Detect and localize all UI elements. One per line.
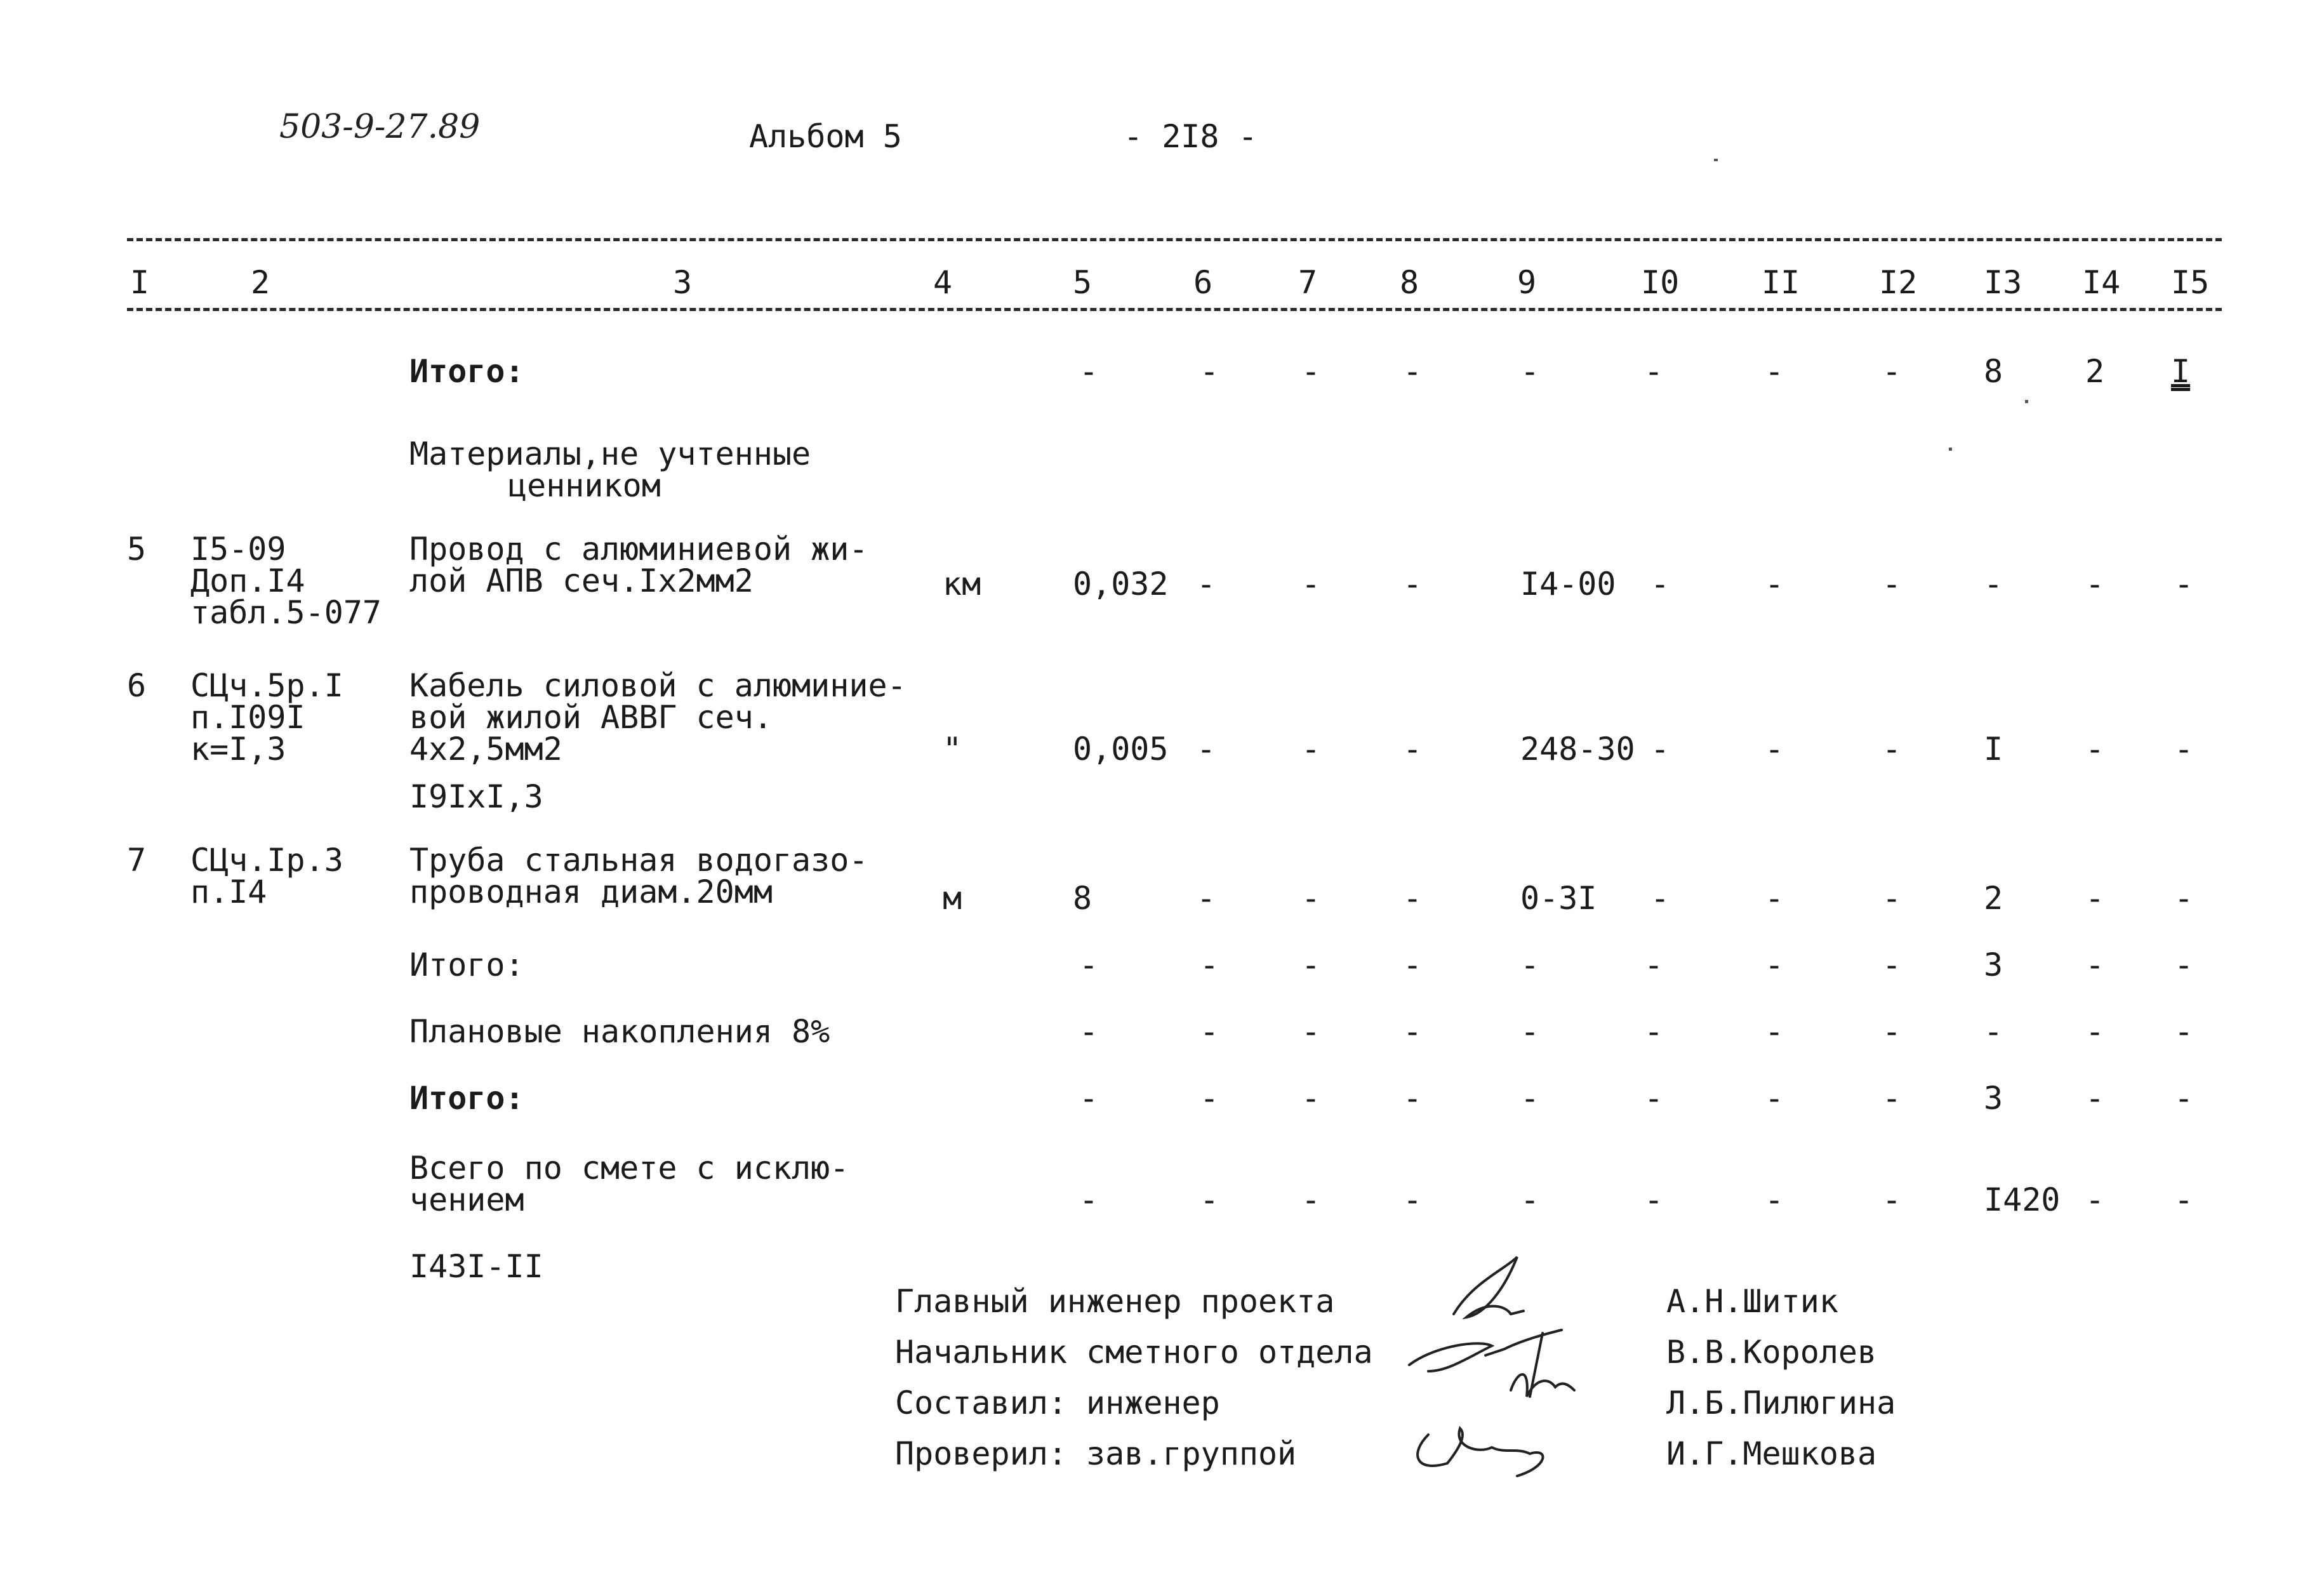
exclusion-value: I43I-II: [409, 1248, 543, 1285]
cell-c12: -: [1882, 1181, 1902, 1218]
cell-c9: -: [1520, 1080, 1540, 1117]
cell-c15: I: [2171, 353, 2191, 390]
row-label: Итого:: [409, 353, 524, 390]
signature-role: Проверил: зав.группой: [895, 1435, 1297, 1472]
row-number: 5: [127, 531, 147, 568]
row-label: Всего по смете с исклю-: [409, 1150, 849, 1186]
cell-c7: -: [1301, 880, 1321, 917]
col-header-13: I3: [1984, 264, 2022, 301]
signature-3: [1511, 1374, 1574, 1397]
cell-c6: -: [1200, 947, 1219, 983]
cell-c9: -: [1520, 947, 1540, 983]
row-label: Плановые накопления 8%: [409, 1013, 830, 1050]
cell-c11: -: [1765, 947, 1784, 983]
cell-c7: -: [1301, 1013, 1321, 1050]
cell-c6: -: [1200, 1181, 1219, 1218]
cell-c15: -: [2174, 947, 2194, 983]
ref-line-1: СЦч.Iр.3: [190, 842, 343, 879]
row-label-cont: ценником: [508, 467, 661, 504]
cell-c8: -: [1403, 566, 1423, 602]
cell-c8: -: [1403, 353, 1423, 390]
col-header-3: 3: [673, 264, 693, 301]
cell-c10: -: [1644, 1013, 1664, 1050]
signature-name: В.В.Королев: [1666, 1334, 1877, 1371]
cell-c12: -: [1882, 566, 1902, 602]
cell-c13: -: [1984, 1013, 2003, 1050]
row-label: Материалы,не учтенные: [409, 435, 811, 472]
cell-c11: -: [1765, 880, 1784, 917]
cell-c13: I420: [1984, 1181, 2061, 1218]
row-number: 6: [127, 667, 147, 704]
signature-name: И.Г.Мешкова: [1666, 1435, 1877, 1472]
cell-c5: 0,005: [1073, 731, 1169, 768]
cell-c7: -: [1301, 731, 1321, 768]
cell-c9: -: [1520, 1013, 1540, 1050]
cell-c15: -: [2174, 880, 2194, 917]
signature-role: Составил: инженер: [895, 1385, 1220, 1421]
cell-c6: -: [1197, 566, 1216, 602]
ref-line-2: Доп.I4: [190, 562, 305, 599]
desc-line-2: вой жилой АВВГ сеч.: [409, 699, 773, 736]
scan-speck: [2025, 400, 2028, 403]
cell-c15: -: [2174, 566, 2194, 602]
handwritten-signatures: [1358, 1244, 1689, 1511]
cell-c7: -: [1301, 1080, 1321, 1117]
cell-c13: I: [1984, 731, 2003, 768]
col-header-15: I5: [2171, 264, 2210, 301]
signature-4: [1418, 1428, 1543, 1476]
cell-c10: -: [1644, 353, 1664, 390]
cell-c15: -: [2174, 1080, 2194, 1117]
cell-c7: -: [1301, 353, 1321, 390]
table-header-rule: [127, 308, 2222, 311]
scan-speck: [1714, 159, 1718, 161]
cell-c9: 248-30: [1520, 731, 1635, 768]
cell-c13: -: [1984, 566, 2003, 602]
cell-c6: -: [1197, 731, 1216, 768]
col-header-2: 2: [251, 264, 270, 301]
cell-c14: -: [2085, 566, 2105, 602]
cell-c9: -: [1520, 353, 1540, 390]
desc-line-4: I9IхI,3: [409, 778, 543, 815]
cell-c13: 8: [1984, 353, 2003, 390]
cell-c10: -: [1650, 566, 1670, 602]
cell-c5: 8: [1073, 880, 1092, 917]
ref-line-2: п.I09I: [190, 699, 305, 736]
cell-c13: 3: [1984, 947, 2003, 983]
cell-c6: -: [1200, 1080, 1219, 1117]
col-header-14: I4: [2082, 264, 2121, 301]
cell-c5: -: [1079, 947, 1099, 983]
cell-c12: -: [1882, 880, 1902, 917]
cell-c10: -: [1644, 1181, 1664, 1218]
col-header-8: 8: [1400, 264, 1419, 301]
cell-c7: -: [1301, 1181, 1321, 1218]
cell-c6: -: [1197, 880, 1216, 917]
cell-c11: -: [1765, 1013, 1784, 1050]
cell-c5: -: [1079, 1181, 1099, 1218]
cell-c6: -: [1200, 353, 1219, 390]
cell-c11: -: [1765, 566, 1784, 602]
cell-c14: -: [2085, 1181, 2105, 1218]
cell-c15: -: [2174, 731, 2194, 768]
cell-c13: 3: [1984, 1080, 2003, 1117]
cell-c9: -: [1520, 1181, 1540, 1218]
cell-c14: -: [2085, 947, 2105, 983]
cell-c9: I4-00: [1520, 566, 1616, 602]
signature-2: [1409, 1330, 1562, 1397]
cell-c9: 0-3I: [1520, 880, 1597, 917]
cell-c10: -: [1650, 880, 1670, 917]
cell-c14: -: [2085, 731, 2105, 768]
cell-c12: -: [1882, 731, 1902, 768]
table-top-rule: [127, 238, 2222, 241]
document-code: 503-9-27.89: [279, 108, 481, 146]
cell-c10: -: [1644, 1080, 1664, 1117]
cell-c12: -: [1882, 947, 1902, 983]
cell-c4: ": [943, 731, 962, 768]
cell-c11: -: [1765, 1080, 1784, 1117]
desc-line-2: проводная диам.20мм: [409, 874, 773, 910]
col-header-12: I2: [1879, 264, 1918, 301]
cell-c5: -: [1079, 1080, 1099, 1117]
ref-line-1: СЦч.5р.I: [190, 667, 343, 704]
cell-c8: -: [1403, 947, 1423, 983]
ref-line-3: табл.5-077: [190, 594, 382, 631]
cell-c11: -: [1765, 353, 1784, 390]
signature-role: Главный инженер проекта: [895, 1283, 1335, 1320]
cell-c8: -: [1403, 880, 1423, 917]
desc-line-3: 4х2,5мм2: [409, 731, 562, 768]
row-label: Итого:: [409, 1080, 524, 1117]
cell-c13: 2: [1984, 880, 2003, 917]
cell-c12: -: [1882, 1080, 1902, 1117]
col-header-11: II: [1762, 264, 1800, 301]
signature-1: [1454, 1257, 1524, 1317]
cell-c4: км: [943, 566, 981, 602]
desc-line-1: Труба стальная водогазо-: [409, 842, 868, 879]
cell-c5: -: [1079, 1013, 1099, 1050]
signature-role: Начальник сметного отдела: [895, 1334, 1373, 1371]
cell-c8: -: [1403, 1080, 1423, 1117]
cell-c7: -: [1301, 947, 1321, 983]
cell-c4: м: [943, 880, 962, 917]
scan-speck: [1949, 448, 1952, 451]
col-header-5: 5: [1073, 264, 1092, 301]
cell-c10: -: [1650, 731, 1670, 768]
cell-c14: -: [2085, 880, 2105, 917]
row-label: Итого:: [409, 947, 524, 983]
signature-name: Л.Б.Пилюгина: [1666, 1385, 1896, 1421]
cell-c8: -: [1403, 1181, 1423, 1218]
page-number: - 2I8 -: [1124, 118, 1258, 155]
col-header-6: 6: [1193, 264, 1213, 301]
cell-c5: 0,032: [1073, 566, 1169, 602]
cell-c6: -: [1200, 1013, 1219, 1050]
col-header-4: 4: [933, 264, 953, 301]
ref-line-1: I5-09: [190, 531, 286, 568]
cell-c14: -: [2085, 1013, 2105, 1050]
col-header-9: 9: [1517, 264, 1537, 301]
col-header-1: I: [130, 264, 150, 301]
col-header-10: I0: [1641, 264, 1680, 301]
cell-c15: -: [2174, 1181, 2194, 1218]
cell-c8: -: [1403, 731, 1423, 768]
cell-c8: -: [1403, 1013, 1423, 1050]
cell-c12: -: [1882, 1013, 1902, 1050]
cell-c11: -: [1765, 731, 1784, 768]
signature-name: А.Н.Шитик: [1666, 1283, 1838, 1320]
cell-c11: -: [1765, 1181, 1784, 1218]
ref-line-3: к=I,3: [190, 731, 286, 768]
cell-c7: -: [1301, 566, 1321, 602]
row-label-cont: чением: [409, 1181, 524, 1218]
row-number: 7: [127, 842, 147, 879]
cell-c14: 2: [2085, 353, 2105, 390]
col-header-7: 7: [1298, 264, 1318, 301]
cell-c15: -: [2174, 1013, 2194, 1050]
cell-c12: -: [1882, 353, 1902, 390]
desc-line-2: лой АПВ сеч.Iх2мм2: [409, 562, 754, 599]
cell-c10: -: [1644, 947, 1664, 983]
cell-c5: -: [1079, 353, 1099, 390]
album-label: Альбом 5: [749, 118, 902, 155]
ref-line-2: п.I4: [190, 874, 267, 910]
desc-line-1: Кабель силовой с алюминие-: [409, 667, 906, 704]
desc-line-1: Провод с алюминиевой жи-: [409, 531, 868, 568]
cell-c14: -: [2085, 1080, 2105, 1117]
